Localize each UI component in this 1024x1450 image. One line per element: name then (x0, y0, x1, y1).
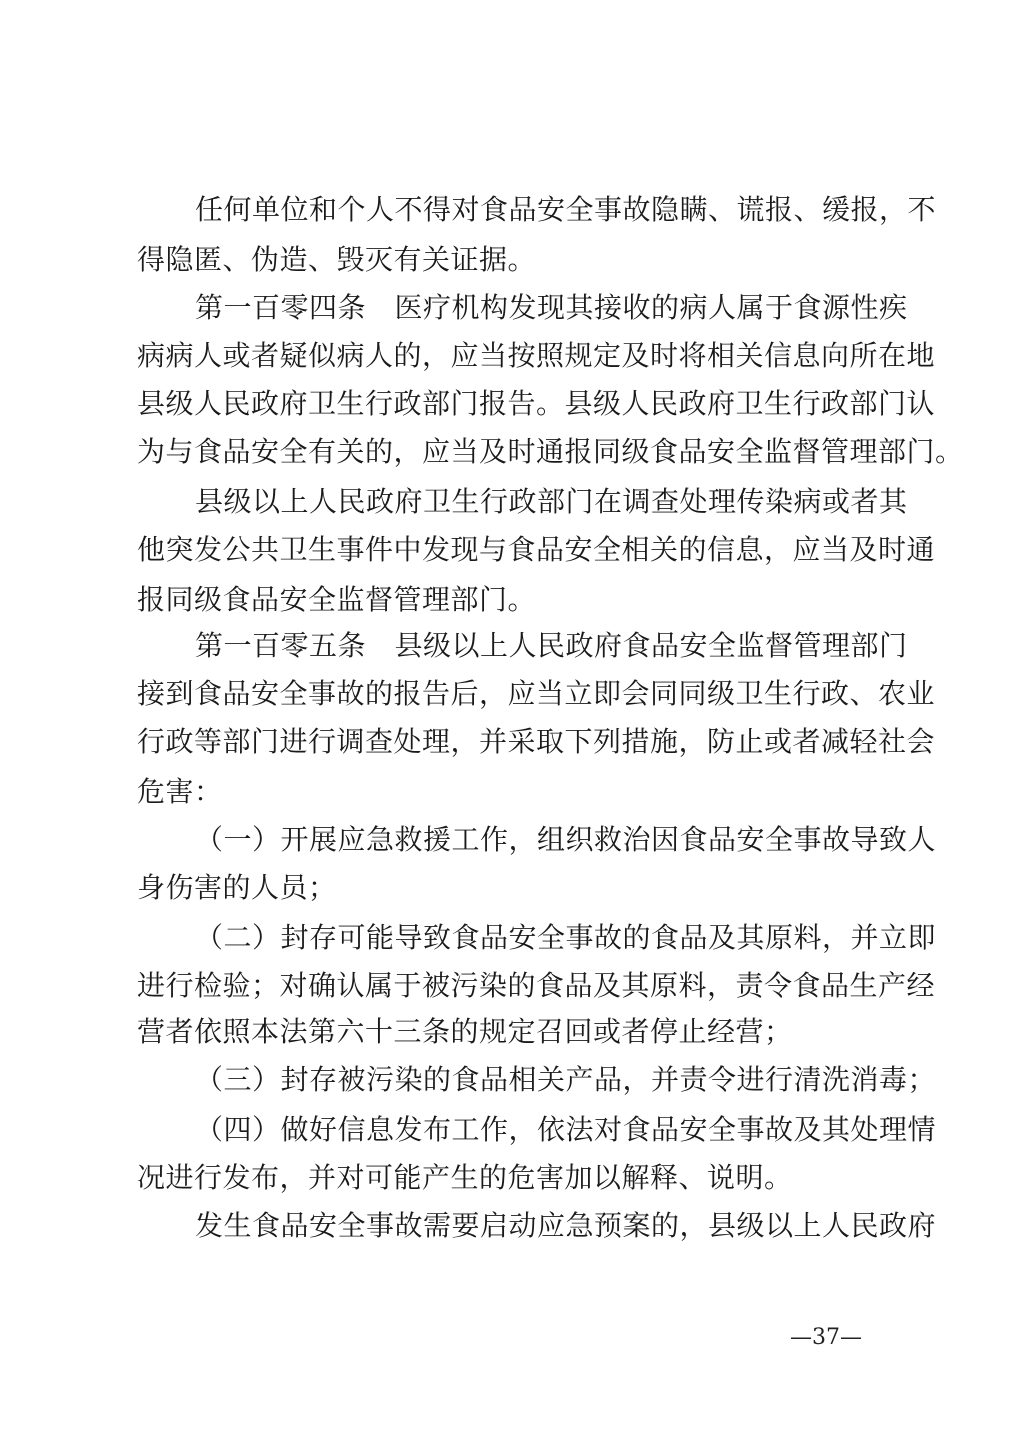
text-line: （三）封存被污染的食品相关产品，并责令进行清洗消毒； (195, 1063, 937, 1096)
text-line: 为与食品安全有关的，应当及时通报同级食品安全监督管理部门。 (137, 435, 964, 468)
text-line: 县级人民政府卫生行政部门报告。县级人民政府卫生行政部门认 (137, 387, 936, 420)
text-line: 得隐匿、伪造、毁灭有关证据。 (137, 243, 537, 276)
text-line: 身伤害的人员； (137, 871, 337, 904)
text-line: 报同级食品安全监督管理部门。 (137, 583, 537, 616)
text-line: 接到食品安全事故的报告后，应当立即会同同级卫生行政、农业 (137, 677, 936, 710)
text-line: 况进行发布，并对可能产生的危害加以解释、说明。 (137, 1161, 793, 1194)
text-line: （二）封存可能导致食品安全事故的食品及其原料，并立即 (195, 921, 937, 954)
text-line: 第一百零四条 医疗机构发现其接收的病人属于食源性疾 (195, 291, 908, 324)
text-line: 危害： (137, 775, 223, 808)
text-line: 营者依照本法第六十三条的规定召回或者停止经营； (137, 1015, 793, 1048)
page-number: —37— (790, 1325, 862, 1350)
text-line: 第一百零五条 县级以上人民政府食品安全监督管理部门 (195, 629, 908, 662)
text-line: （四）做好信息发布工作，依法对食品安全事故及其处理情 (195, 1113, 937, 1146)
text-line: （一）开展应急救援工作，组织救治因食品安全事故导致人 (195, 823, 937, 856)
text-line: 进行检验；对确认属于被污染的食品及其原料，责令食品生产经 (137, 969, 936, 1002)
text-line: 任何单位和个人不得对食品安全事故隐瞒、谎报、缓报，不 (195, 193, 937, 226)
text-line: 行政等部门进行调查处理，并采取下列措施，防止或者减轻社会 (137, 725, 936, 758)
text-line: 县级以上人民政府卫生行政部门在调查处理传染病或者其 (195, 485, 908, 518)
text-line: 他突发公共卫生事件中发现与食品安全相关的信息，应当及时通 (137, 533, 936, 566)
text-line: 发生食品安全事故需要启动应急预案的，县级以上人民政府 (195, 1209, 937, 1242)
text-line: 病病人或者疑似病人的，应当按照规定及时将相关信息向所在地 (137, 339, 936, 372)
